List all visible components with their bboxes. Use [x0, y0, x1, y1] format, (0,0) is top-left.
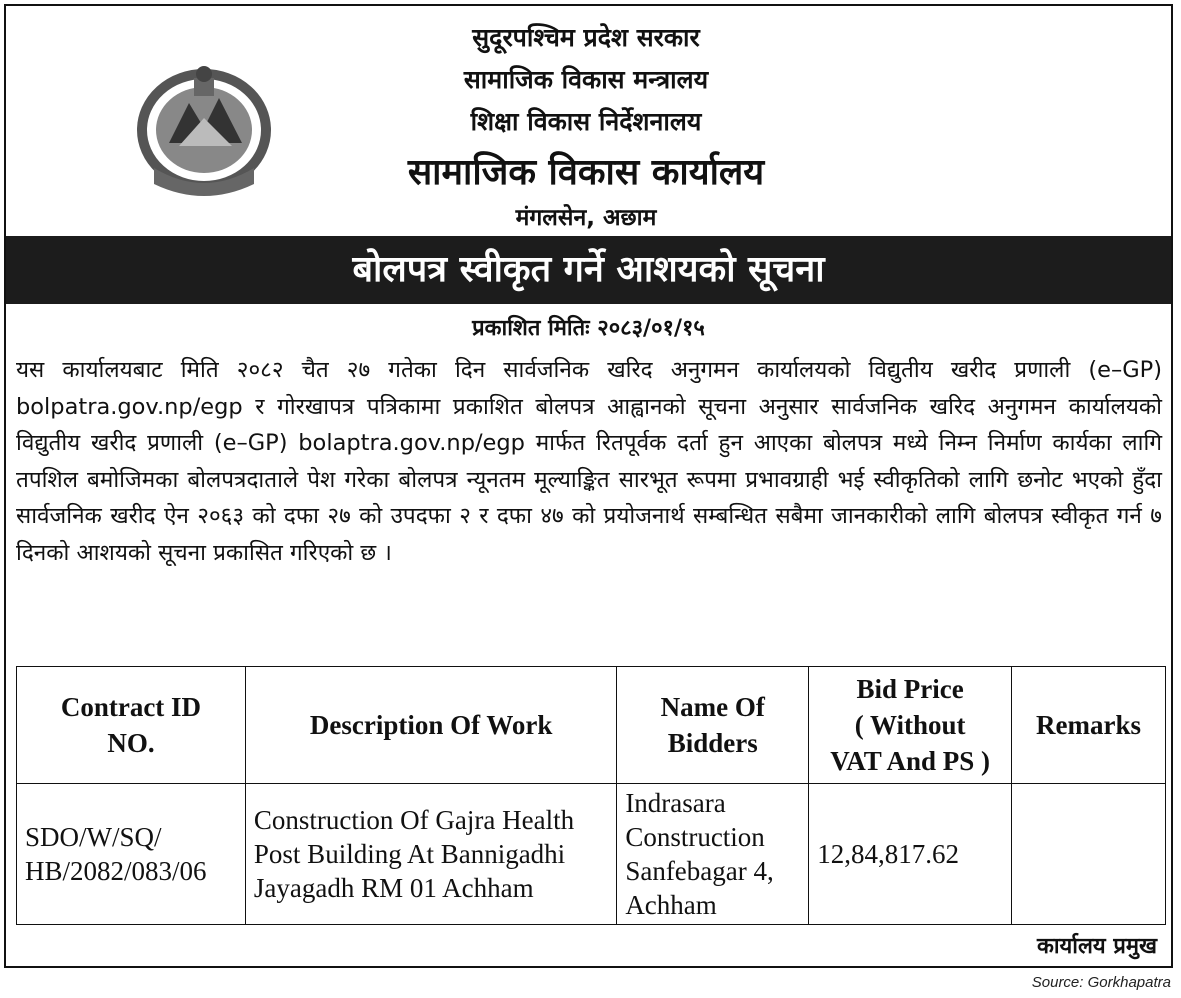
- notice-frame: [4, 4, 1173, 968]
- government-name: सुदूरपश्चिम प्रदेश सरकार: [472, 23, 700, 52]
- notice-title: बोलपत्र स्वीकृत गर्ने आशयको सूचना: [6, 236, 1171, 304]
- cell-bidder: [617, 784, 809, 925]
- bidder-line3: Sanfebagar 4,: [625, 856, 774, 886]
- ministry-name: सामाजिक विकास मन्त्रालय: [463, 65, 709, 94]
- header-price-line1: Bid Price: [856, 674, 964, 704]
- description-line1: Construction Of Gajra Health: [253, 805, 575, 835]
- bidder-line4: Achham: [625, 890, 717, 920]
- office-location: मंगलसेन, अछाम: [515, 205, 657, 231]
- notice-header: [6, 6, 1171, 236]
- published-date: प्रकाशित मितिः २०८३/०१/१५: [472, 316, 705, 341]
- description-line3: Jayagadh RM 01 Achham: [253, 873, 534, 903]
- header-contract-id-line2: NO.: [107, 728, 155, 758]
- notice-body: यस कार्यालयबाट मिति २०८२ चैत २७ गतेका दिन सार्वजनिक खरिद अनुगमन कार्यालयको विद्युतीय खरीद प्रणाली (e–GP) bolpatra.gov.np/egp र गोरखापत्र पत्रिकामा प्रकाशित बोलपत्र आह्वानको सूचना अनुसार सार्वजनिक खरिद अनुगमन कार्यालयको विद्युतीय खरीद प्रणाली (e–GP) bolaptra.gov.np/egp मार्फत रितपूर्वक दर्ता हुन आएका बोलपत्र मध्ये निम्न निर्माण कार्यका लागि तपशिल बमोजिमका बोलपत्रदाताले पेश गरेका बोलपत्र न्यूनतम मूल्याङ्कित सारभूत रूपमा प्रभावग्राही भई स्वीकृतिको लागि छनोट भएको हुँदा सार्वजनिक खरीद ऐन २०६३ को दफा २७ को उपदफा २ र दफा ४७ को प्रयोजनार्थ सम्बन्धित सबैमा जानकारीको लागि बोलपत्र स्वीकृत गर्न ७ दिनको आशयको सूचना प्रकासित गरिएको छ ।: [16, 357, 1162, 566]
- office-name: सामाजिक विकास कार्यालय: [407, 152, 765, 193]
- header-bid-price: [809, 667, 1012, 784]
- cell-bid-price: 12,84,817.62: [809, 784, 1012, 925]
- office-chief-signature: कार्यालय प्रमुख: [1036, 934, 1157, 959]
- bidder-line2: Construction: [625, 822, 765, 852]
- description-line2: Post Building At Bannigadhi: [253, 839, 566, 869]
- bidder-line1: Indrasara: [625, 788, 726, 818]
- table-row: [17, 784, 1166, 925]
- header-contract-id: [17, 667, 246, 784]
- bid-table: [16, 666, 1166, 925]
- contract-id-line1: SDO/W/SQ/: [25, 822, 162, 852]
- table-header-row: [17, 667, 1166, 784]
- header-bidders-line1: Name Of: [660, 692, 765, 722]
- directorate-name: शिक्षा विकास निर्देशनालय: [470, 107, 702, 136]
- cell-description: [245, 784, 616, 925]
- header-price-line2: ( Without: [854, 710, 966, 740]
- cell-contract-id: [17, 784, 246, 925]
- header-contract-id-line1: Contract ID: [60, 692, 202, 722]
- cell-remarks: [1012, 784, 1166, 925]
- source-credit: Source: Gorkhapatra: [1031, 974, 1171, 991]
- header-price-line3: VAT And PS ): [830, 746, 991, 776]
- header-bidders-line2: Bidders: [667, 728, 758, 758]
- header-remarks: Remarks: [1012, 667, 1166, 784]
- header-description: Description Of Work: [245, 667, 616, 784]
- header-bidders: [617, 667, 809, 784]
- contract-id-line2: HB/2082/083/06: [25, 856, 207, 886]
